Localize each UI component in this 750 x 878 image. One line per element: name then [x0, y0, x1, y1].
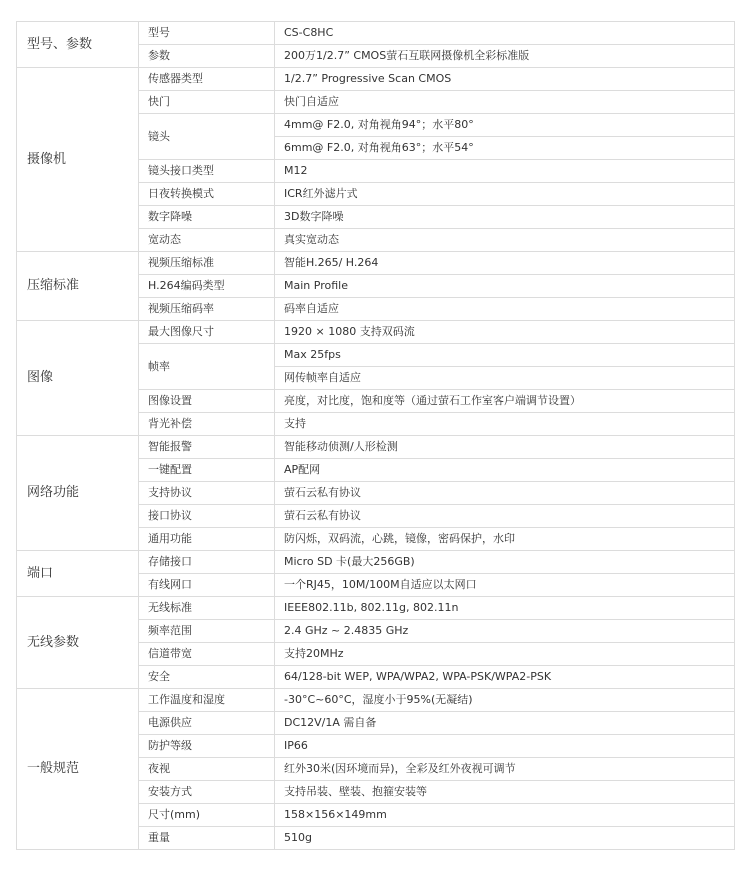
spec-label: 工作温度和湿度: [139, 689, 275, 712]
spec-value: 萤石云私有协议: [275, 482, 735, 505]
spec-value: 4mm@ F2.0, 对角视角94°；水平80°: [275, 114, 735, 137]
spec-label: 传感器类型: [139, 68, 275, 91]
spec-label: 尺寸(mm): [139, 804, 275, 827]
spec-value: 快门自适应: [275, 91, 735, 114]
table-row: [17, 597, 735, 620]
table-row: [17, 551, 735, 574]
spec-value: 200万1/2.7” CMOS萤石互联网摄像机全彩标准版: [275, 45, 735, 68]
spec-value: 158×156×149mm: [275, 804, 735, 827]
spec-value: AP配网: [275, 459, 735, 482]
spec-value: 支持吊装、壁装、抱箍安装等: [275, 781, 735, 804]
spec-label: 镜头接口类型: [139, 160, 275, 183]
spec-value: 64/128-bit WEP, WPA/WPA2, WPA-PSK/WPA2-PSK: [275, 666, 735, 689]
spec-value: 码率自适应: [275, 298, 735, 321]
spec-value: 6mm@ F2.0, 对角视角63°；水平54°: [275, 137, 735, 160]
spec-label: 日夜转换模式: [139, 183, 275, 206]
spec-label: 背光补偿: [139, 413, 275, 436]
spec-label: 频率范围: [139, 620, 275, 643]
spec-value: Max 25fps: [275, 344, 735, 367]
spec-value: Main Profile: [275, 275, 735, 298]
spec-label: 通用功能: [139, 528, 275, 551]
spec-value: 510g: [275, 827, 735, 850]
spec-value: 2.4 GHz ~ 2.4835 GHz: [275, 620, 735, 643]
spec-value: Micro SD 卡(最大256GB): [275, 551, 735, 574]
category-cell: 一般规范: [17, 689, 139, 850]
spec-label: 防护等级: [139, 735, 275, 758]
spec-label: 快门: [139, 91, 275, 114]
spec-label: 电源供应: [139, 712, 275, 735]
spec-label: 接口协议: [139, 505, 275, 528]
spec-value: 1920 × 1080 支持双码流: [275, 321, 735, 344]
spec-value: 一个RJ45，10M/100M自适应以太网口: [275, 574, 735, 597]
spec-value: 支持20MHz: [275, 643, 735, 666]
spec-value: IP66: [275, 735, 735, 758]
spec-value: 支持: [275, 413, 735, 436]
spec-label: 数字降噪: [139, 206, 275, 229]
spec-table: [16, 21, 735, 850]
category-cell: 摄像机: [17, 68, 139, 252]
spec-value: 萤石云私有协议: [275, 505, 735, 528]
spec-label: 宽动态: [139, 229, 275, 252]
spec-label: 安装方式: [139, 781, 275, 804]
spec-label: 视频压缩码率: [139, 298, 275, 321]
spec-label: 参数: [139, 45, 275, 68]
spec-label: 智能报警: [139, 436, 275, 459]
spec-label: 支持协议: [139, 482, 275, 505]
spec-value: 3D数字降噪: [275, 206, 735, 229]
spec-value: 防闪烁，双码流，心跳，镜像，密码保护，水印: [275, 528, 735, 551]
spec-label: 图像设置: [139, 390, 275, 413]
table-row: [17, 689, 735, 712]
spec-table-container: [16, 21, 734, 850]
category-cell: 网络功能: [17, 436, 139, 551]
spec-value: IEEE802.11b, 802.11g, 802.11n: [275, 597, 735, 620]
spec-label: 镜头: [139, 114, 275, 160]
category-cell: 型号、参数: [17, 22, 139, 68]
spec-label: 型号: [139, 22, 275, 45]
spec-label: 无线标准: [139, 597, 275, 620]
spec-value: 智能H.265/ H.264: [275, 252, 735, 275]
table-row: [17, 68, 735, 91]
spec-label: 信道带宽: [139, 643, 275, 666]
category-cell: 图像: [17, 321, 139, 436]
spec-value: 1/2.7” Progressive Scan CMOS: [275, 68, 735, 91]
spec-label: 一键配置: [139, 459, 275, 482]
spec-label: H.264编码类型: [139, 275, 275, 298]
category-cell: 压缩标准: [17, 252, 139, 321]
spec-label: 安全: [139, 666, 275, 689]
table-row: [17, 22, 735, 45]
spec-label: 有线网口: [139, 574, 275, 597]
spec-value: 真实宽动态: [275, 229, 735, 252]
category-cell: 无线参数: [17, 597, 139, 689]
spec-value: CS-C8HC: [275, 22, 735, 45]
spec-label: 存储接口: [139, 551, 275, 574]
spec-label: 帧率: [139, 344, 275, 390]
spec-value: ICR红外滤片式: [275, 183, 735, 206]
spec-label: 视频压缩标准: [139, 252, 275, 275]
spec-value: 智能移动侦测/人形检测: [275, 436, 735, 459]
spec-value: 红外30米(因环境而异)，全彩及红外夜视可调节: [275, 758, 735, 781]
table-row: [17, 252, 735, 275]
spec-value: DC12V/1A 需自备: [275, 712, 735, 735]
spec-label: 重量: [139, 827, 275, 850]
spec-table-body: [17, 22, 735, 850]
category-cell: 端口: [17, 551, 139, 597]
spec-value: 亮度，对比度，饱和度等（通过萤石工作室客户端调节设置）: [275, 390, 735, 413]
spec-label: 夜视: [139, 758, 275, 781]
spec-value: 网传帧率自适应: [275, 367, 735, 390]
spec-value: M12: [275, 160, 735, 183]
table-row: [17, 436, 735, 459]
spec-label: 最大图像尺寸: [139, 321, 275, 344]
spec-value: -30°C~60°C，湿度小于95%(无凝结): [275, 689, 735, 712]
table-row: [17, 321, 735, 344]
